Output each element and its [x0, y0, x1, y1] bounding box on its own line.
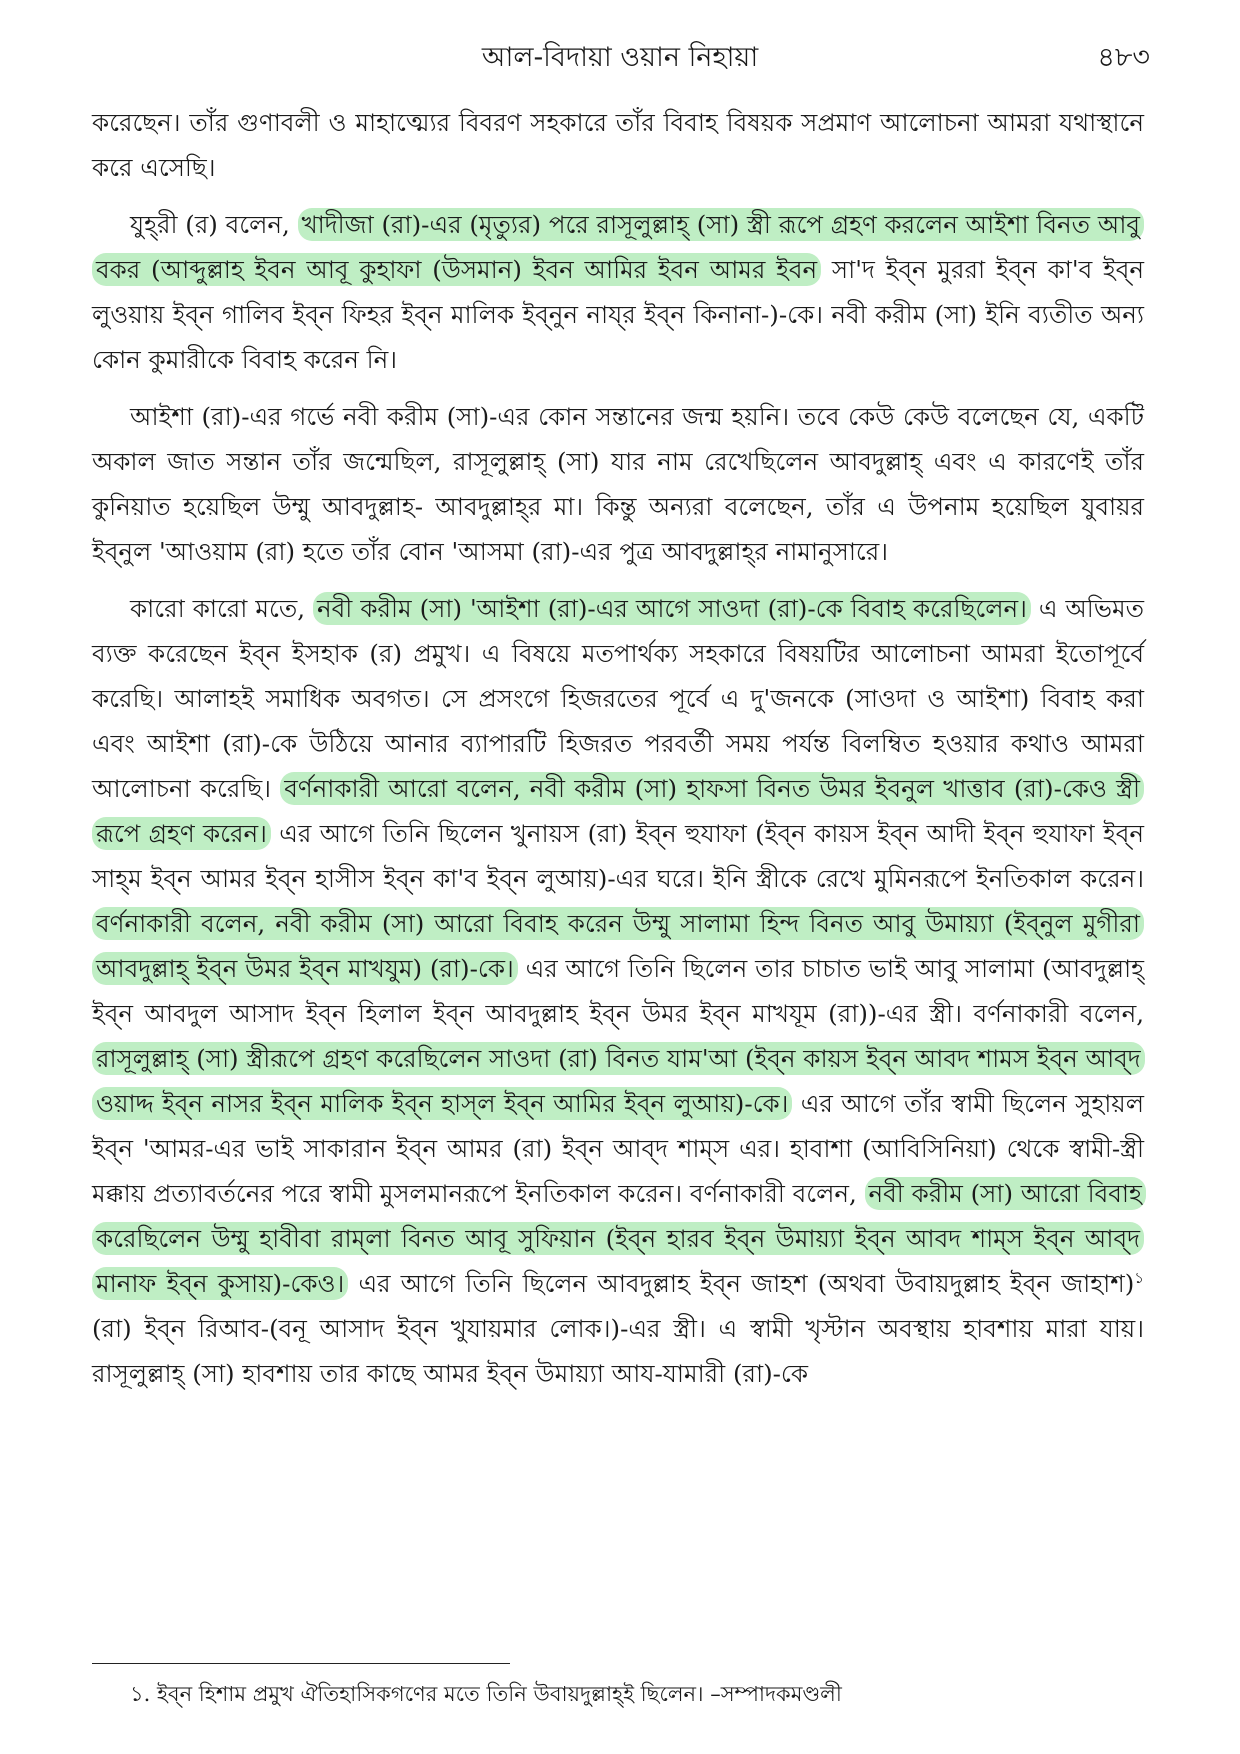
footnote: ১. ইব্‌ন হিশাম প্রমুখ ঐতিহাসিকগণের মতে তিনি উবায়দুল্লাহ্‌ই ছিলেন। –সম্পাদকমণ্ডলী: [130, 1682, 842, 1706]
paragraph-4: [92, 586, 1144, 1396]
footnote-divider: [92, 1663, 510, 1664]
text-run: এর আগে তিনি ছিলেন আবদুল্লাহ ইব্‌ন জাহশ (অথবা উবায়দুল্লাহ ইব্‌ন জাহাশ): [348, 1269, 1135, 1298]
highlighted-text: বর্ণনাকারী আরো বলেন, নবী করীম (সা) হাফসা বিনত উমর ইবনুল খাত্তাব (রা)-কেও স্ত্রী রূপে গ্রহণ করেন।: [92, 772, 1144, 850]
highlighted-text: খাদীজা (রা)-এর (মৃত্যুর) পরে রাসূলুল্লাহ্ (সা) স্ত্রী রূপে গ্রহণ করলেন আইশা বিনত আবু বকর (আব্দুল্লাহ ইবন আবূ কুহাফা (উসমান) ইবন আমির ইবন আমর ইবন: [92, 208, 1144, 286]
body-text: [92, 100, 1144, 1408]
paragraph-1: করেছেন। তাঁর গুণাবলী ও মাহাত্ম্যের বিবরণ সহকারে তাঁর বিবাহ বিষয়ক সপ্রমাণ আলোচনা আমরা যথাস্থানে করে এসেছি।: [92, 108, 1144, 182]
highlighted-text: নবী করীম (সা) 'আইশা (রা)-এর আগে সাওদা (রা)-কে বিবাহ করেছিলেন।: [313, 592, 1031, 625]
text-run: সা'দ ইব্‌ন মুররা ইব্‌ন কা'ব ইব্‌ন লুওয়ায় ইব্‌ন গালিব ইব্‌ন ফিহর ইব্‌ন মালিক ইব্‌নুন নায্‌র ইব্‌ন কিনানা-)-কে। নবী করীম (সা) ইনি ব্যতীত অন্য কোন কুমারীকে বিবাহ করেন নি।: [92, 255, 1144, 374]
paragraph-3: আইশা (রা)-এর গর্ভে নবী করীম (সা)-এর কোন সন্তানের জন্ম হয়নি। তবে কেউ কেউ বলেছেন যে, একটি অকাল জাত সন্তান তাঁর জন্মেছিল, রাসূলুল্লাহ্ (সা) যার নাম রেখেছিলেন আবদুল্লাহ্ এবং এ কারণেই তাঁর কুনিয়াত হয়েছিল উম্মু আবদুল্লাহ- আবদুল্লাহ্‌র মা। কিন্তু অন্যরা বলেছেন, তাঁর এ উপনাম হয়েছিল যুবায়র ইব্‌নুল 'আওয়াম (রা) হতে তাঁর বোন 'আসমা (রা)-এর পুত্র আবদুল্লাহ্‌র নামানুসারে।: [92, 402, 1144, 566]
text-run: এর আগে তিনি ছিলেন তার চাচাত ভাই আবু সালামা (আবদুল্লাহ্ ইব্‌ন আবদুল আসাদ ইব্‌ন হিলাল ইব্‌ন আবদুল্লাহ ইব্‌ন উমর ইব্‌ন মাখযূম (রা))-এর স্ত্রী। বর্ণনাকারী বলেন,: [92, 954, 1144, 1028]
text-run: (রা) ইব্‌ন রিআব-(বনূ আসাদ ইব্‌ন খুযায়মার লোক।)-এর স্ত্রী। এ স্বামী খৃস্টান অবস্থায় হাবশায় মারা যায়। রাসূলুল্লাহ্ (সা) হাবশায় তার কাছে আমর ইব্‌ন উমায়্যা আয-যামারী (রা)-কে: [92, 1314, 1144, 1388]
page-number: ৪৮৩: [1097, 42, 1150, 73]
text-run: এ অভিমত ব্যক্ত করেছেন ইব্‌ন ইসহাক (র) প্রমুখ। এ বিষয়ে মতপার্থক্য সহকারে বিষয়টির আলোচনা আমরা ইতোপূর্বে করেছি। আলাহই সমাধিক অবগত। সে প্রসংগে হিজরতের পূর্বে এ দু'জনকে (সাওদা ও আইশা) বিবাহ করা এবং আইশা (রা)-কে উঠিয়ে আনার ব্যাপারটি হিজরত পরবর্তী সময় পর্যন্ত বিলম্বিত হওয়ার কথাও আমরা আলোচনা করেছি।: [92, 594, 1145, 803]
paragraph-2: [92, 202, 1144, 382]
highlighted-text: রাসূলুল্লাহ্ (সা) স্ত্রীরূপে গ্রহণ করেছিলেন সাওদা (রা) বিনত যাম'আ (ইব্‌ন কায়স ইব্‌ন আবদ শামস ইব্‌ন আব্‌দ ওয়াদ্দ ইব্‌ন নাসর ইব্‌ন মালিক ইব্‌ন হাস্‌ল ইব্‌ন আমির ইব্‌ন লুআয়)-কে।: [92, 1042, 1145, 1120]
running-header: [90, 38, 1150, 78]
text-run: এর আগে তিনি ছিলেন খুনায়স (রা) ইব্‌ন হুযাফা (ইব্‌ন কায়স ইব্‌ন আদী ইব্‌ন হুযাফা ইব্‌ন সাহ্‌ম ইব্‌ন আমর ইব্‌ন হাসীস ইব্‌ন কা'ব ইব্‌ন লুআয়)-এর ঘরে। ইনি স্ত্রীকে রেখে মুমিনরূপে ইনতিকাল করেন।: [92, 819, 1144, 893]
highlighted-text: বর্ণনাকারী বলেন, নবী করীম (সা) আরো বিবাহ করেন উম্মু সালামা হিন্দ বিনত আবু উমায়্যা (ইব্‌নুল মুগীরা আবদুল্লাহ্ ইব্‌ন উমর ইব্‌ন মাখযুম) (রা)-কে।: [92, 907, 1144, 985]
footnote-reference[interactable]: ১: [1134, 1268, 1144, 1287]
text-run: যুহ্‌রী (র) বলেন,: [130, 210, 298, 239]
text-run: এর আগে তাঁর স্বামী ছিলেন সুহায়ল ইব্‌ন 'আমর-এর ভাই সাকারান ইব্‌ন আমর (রা) ইব্‌ন আব্‌দ শাম্‌স এর। হাবাশা (আবিসিনিয়া) থেকে স্বামী-স্ত্রী মক্কায় প্রত্যাবর্তনের পরে স্বামী মুসলমানরূপে ইনতিকাল করেন। বর্ণনাকারী বলেন,: [92, 1089, 1144, 1208]
book-title: আল-বিদায়া ওয়ান নিহায়া: [481, 42, 759, 73]
highlighted-text: নবী করীম (সা) আরো বিবাহ করেছিলেন উম্মু হাবীবা রাম্‌লা বিনত আবূ সুফিয়ান (ইব্‌ন হারব ইব্‌ন উমায়্যা ইব্‌ন আবদ শাম্‌স ইব্‌ন আব্‌দ মানাফ ইব্‌ন কুসায়)-কেও।: [92, 1177, 1146, 1300]
text-run: কারো কারো মতে,: [130, 594, 314, 623]
